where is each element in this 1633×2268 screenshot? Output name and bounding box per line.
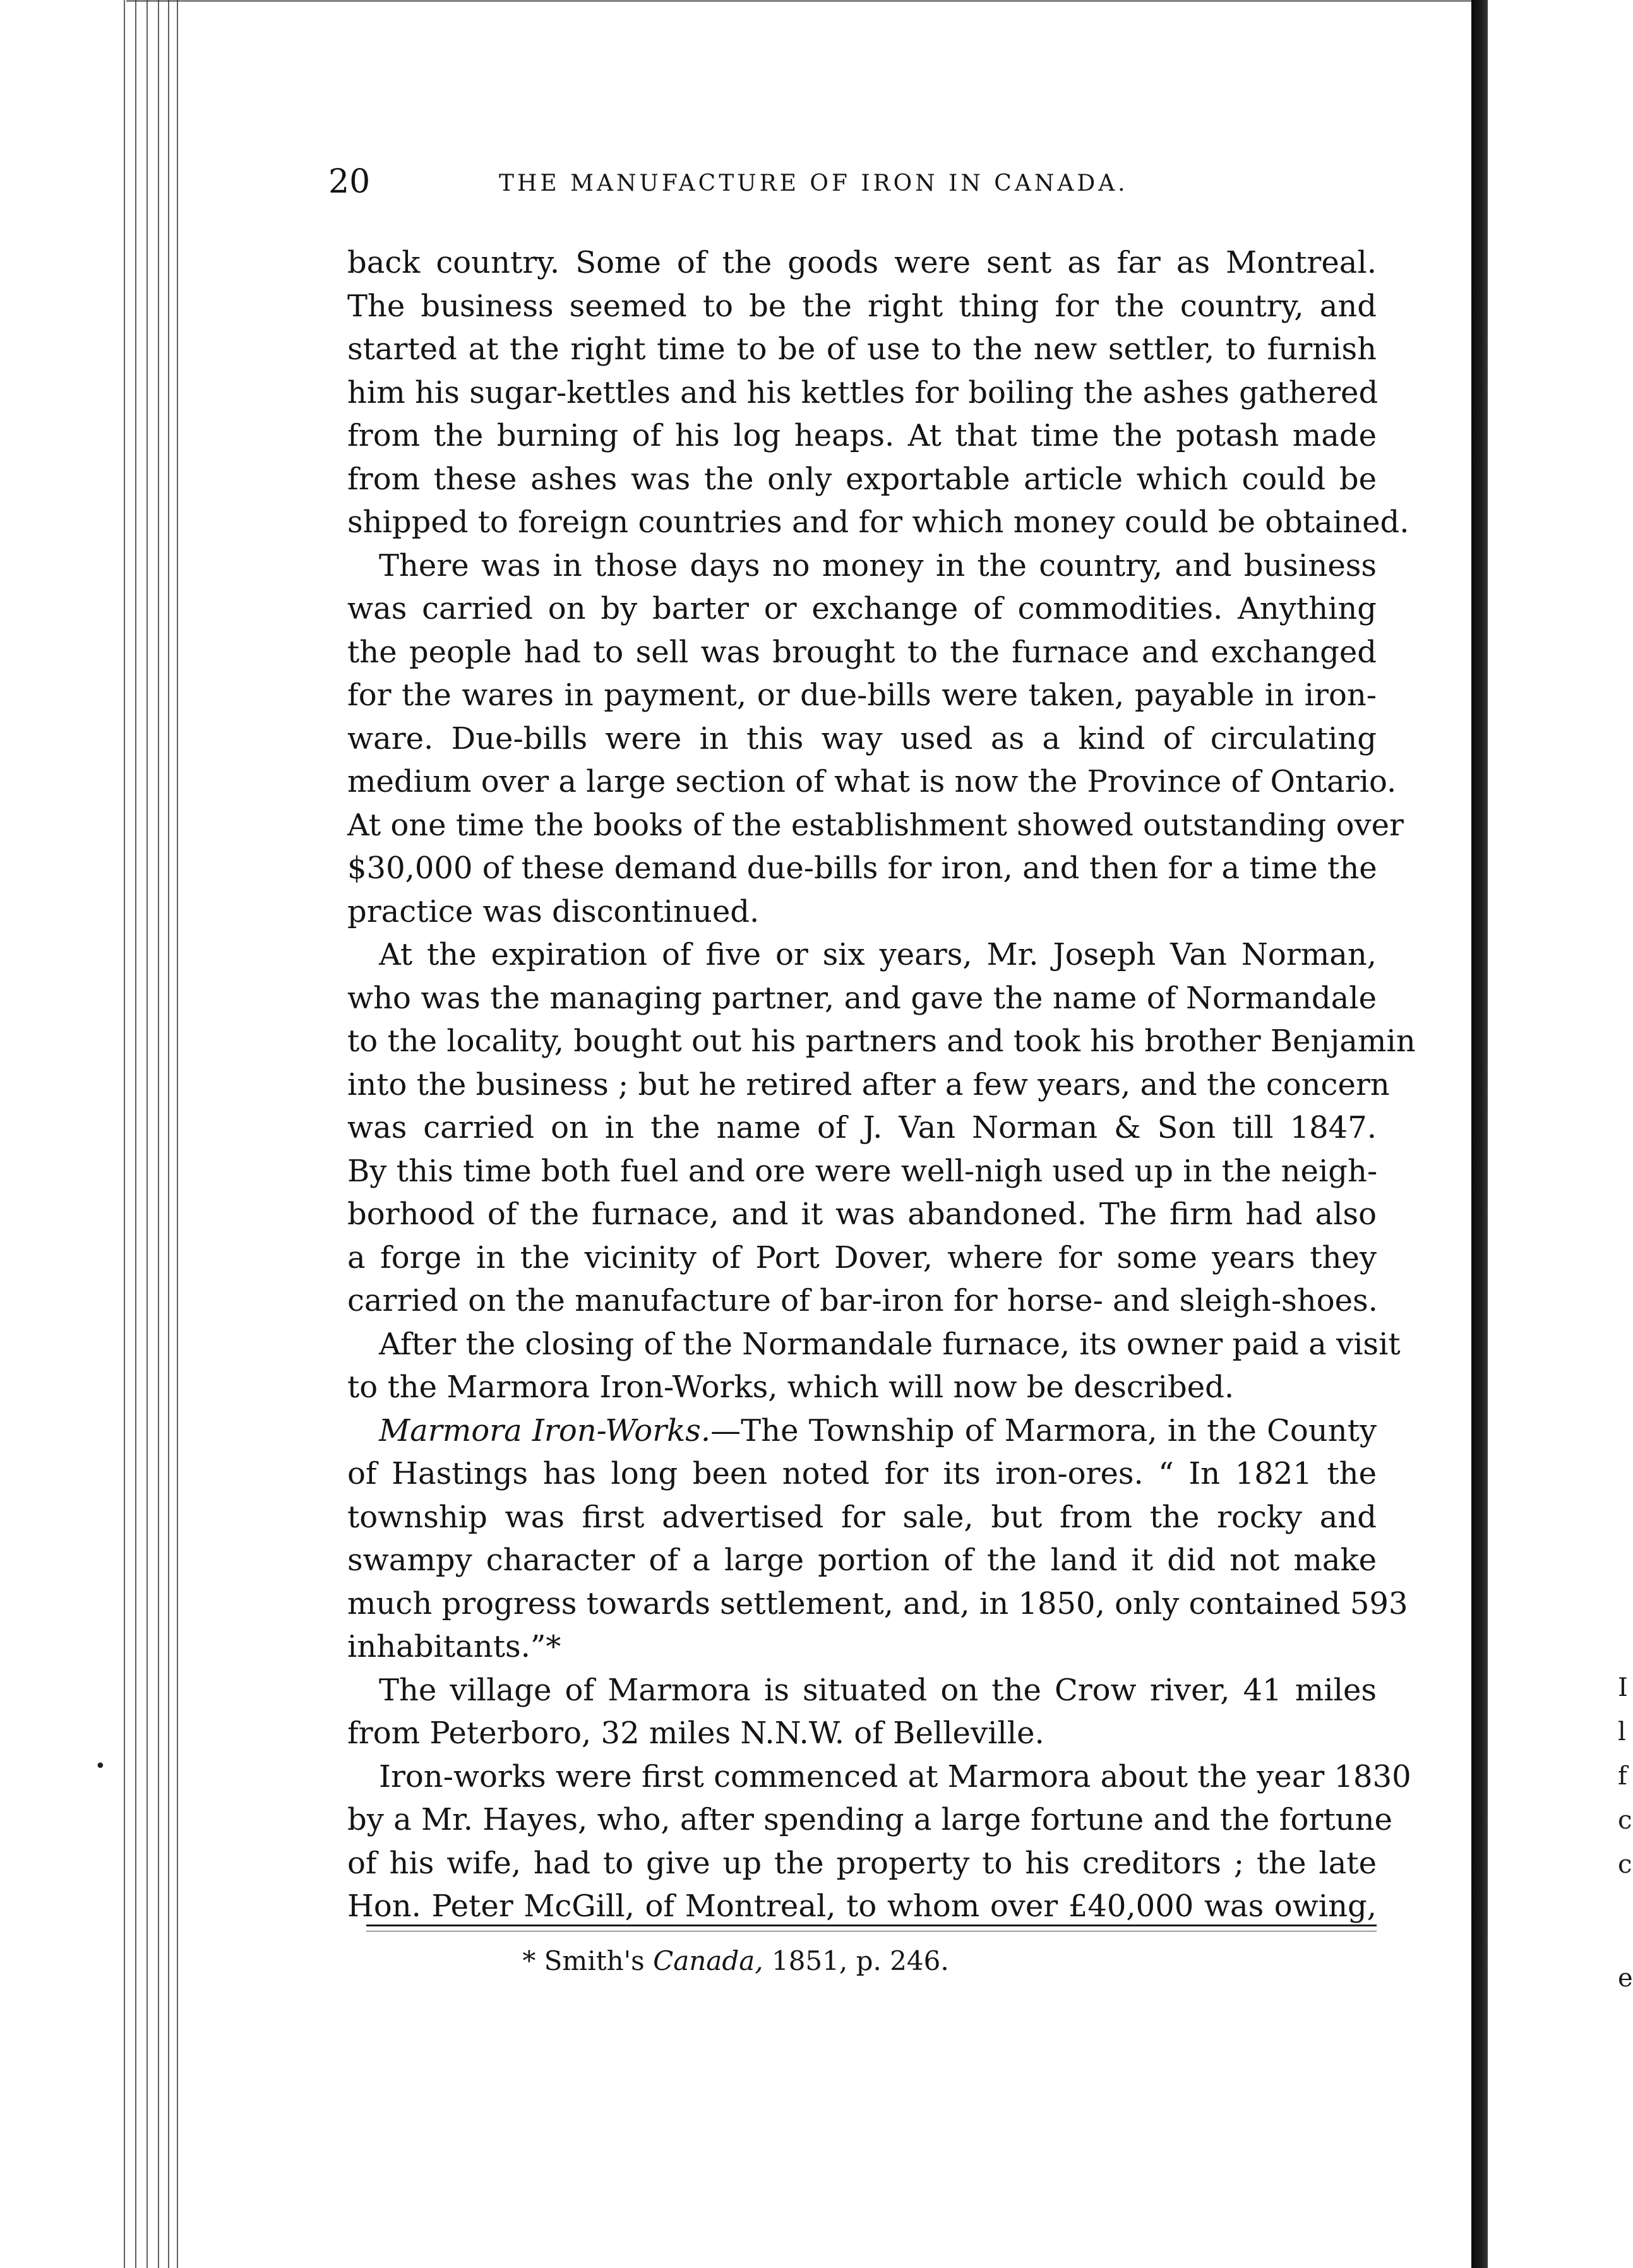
facing-page-letter: l (1618, 1717, 1626, 1746)
text-line: $30,000 of these demand due-bills for iron, and then for a time the (347, 850, 1377, 886)
facing-page-letter: c (1618, 1850, 1632, 1879)
facing-page-letter: e (1618, 1964, 1633, 1993)
text-line: back country. Some of the goods were sent as far as Montreal. (347, 245, 1377, 280)
footnote-suffix: 1851, p. 246. (763, 1945, 949, 1976)
scan-speck: • (95, 1755, 106, 1777)
text-line: of Hastings has long been noted for its iron-ores. “ In 1821 the (347, 1456, 1377, 1491)
text-line: At one time the books of the establishment showed outstanding over (347, 807, 1404, 843)
text-line: After the closing of the Normandale furnace, its owner paid a visit (379, 1326, 1401, 1362)
text-line: to the Marmora Iron-Works, which will now be described. (347, 1370, 1235, 1405)
footnote-italic-title: Canada, (653, 1945, 763, 1976)
text-line: At the expiration of five or six years, Mr. Joseph Van Norman, (379, 937, 1377, 972)
running-header (328, 163, 1175, 213)
text-line: who was the managing partner, and gave the name of Normandale (347, 980, 1377, 1016)
facing-page-letter: f (1618, 1762, 1627, 1791)
text-line: the people had to sell was brought to the furnace and exchanged (347, 634, 1377, 670)
footnote-prefix: * Smith's (522, 1945, 654, 1976)
page-edge-line (158, 0, 159, 2268)
text-line: him his sugar-kettles and his kettles for boiling the ashes gathered (347, 374, 1379, 410)
text-line: from Peterboro, 32 miles N.N.W. of Belleville. (347, 1716, 1044, 1751)
facing-page (1488, 0, 1629, 2268)
running-title: THE MANUFACTURE OF IRON IN CANADA. (499, 170, 1128, 196)
text-line: The village of Marmora is situated on the Crow river, 41 miles (379, 1672, 1377, 1708)
text-line: practice was discontinued. (347, 893, 760, 929)
text-line: of his wife, had to give up the property to his creditors ; the late (347, 1845, 1377, 1881)
text-line: into the business ; but he retired after a few years, and the concern (347, 1066, 1390, 1102)
facing-page-letter: I (1618, 1673, 1628, 1702)
footnote-rule (366, 1925, 1377, 1926)
text-line: shipped to foreign countries and for which money could be obtained. (347, 504, 1409, 540)
text-line: a forge in the vicinity of Port Dover, where for some years they (347, 1239, 1377, 1275)
text-line: carried on the manufacture of bar-iron for horse- and sleigh-shoes. (347, 1283, 1378, 1318)
text-line-continuation: —The Township of Marmora, in the County (710, 1412, 1377, 1448)
text-line: medium over a large section of what is now the Province of Ontario. (347, 764, 1397, 799)
page-edge-line (124, 0, 125, 2268)
text-line: much progress towards settlement, and, in 1850, only contained 593 (347, 1585, 1408, 1621)
text-line: started at the right time to be of use to the new settler, to furnish (347, 331, 1377, 367)
page-number: 20 (328, 163, 371, 201)
italic-section-heading: Marmora Iron-Works. (379, 1412, 711, 1448)
top-edge (126, 0, 1471, 2)
text-line: from the burning of his log heaps. At that time the potash made (347, 418, 1377, 453)
text-line: By this time both fuel and ore were well-nigh used up in the neigh- (347, 1153, 1378, 1189)
page-edge-line (135, 0, 136, 2268)
text-line: was carried on in the name of J. Van Norman & Son till 1847. (347, 1110, 1377, 1145)
text-line: was carried on by barter or exchange of commodities. Anything (347, 591, 1377, 626)
text-line: by a Mr. Hayes, who, after spending a large fortune and the fortune (347, 1802, 1392, 1837)
text-line: to the locality, bought out his partners and took his brother Benjamin (347, 1024, 1416, 1059)
page-edge-line (177, 0, 178, 2268)
text-line: borhood of the furnace, and it was abandoned. The firm had also (347, 1197, 1377, 1232)
footnote (0, 1943, 1471, 1979)
text-line: township was first advertised for sale, but from the rocky and (347, 1499, 1377, 1535)
book-spine (1471, 0, 1488, 2268)
text-line: Hon. Peter McGill, of Montreal, to whom over £40,000 was owing, (347, 1889, 1377, 1924)
section-heading-line (347, 1409, 1377, 1453)
page-edge-line (168, 0, 169, 2268)
facing-page-letter: c (1618, 1806, 1632, 1835)
page-edge-line (147, 0, 148, 2268)
text-line: Iron-works were first commenced at Marmora about the year 1830 (379, 1758, 1411, 1794)
page-stack-edges (0, 0, 189, 2268)
text-line: The business seemed to be the right thing for the country, and (347, 288, 1377, 324)
text-line: There was in those days no money in the country, and business (379, 547, 1377, 583)
text-line: for the wares in payment, or due-bills were taken, payable in iron- (347, 677, 1377, 713)
text-line: from these ashes was the only exportable article which could be (347, 461, 1377, 497)
text-line: ware. Due-bills were in this way used as a kind of circulating (347, 720, 1377, 756)
text-line: swampy character of a large portion of the land it did not make (347, 1543, 1377, 1578)
body-text (347, 241, 1416, 1928)
text-line: inhabitants.”* (347, 1629, 561, 1664)
